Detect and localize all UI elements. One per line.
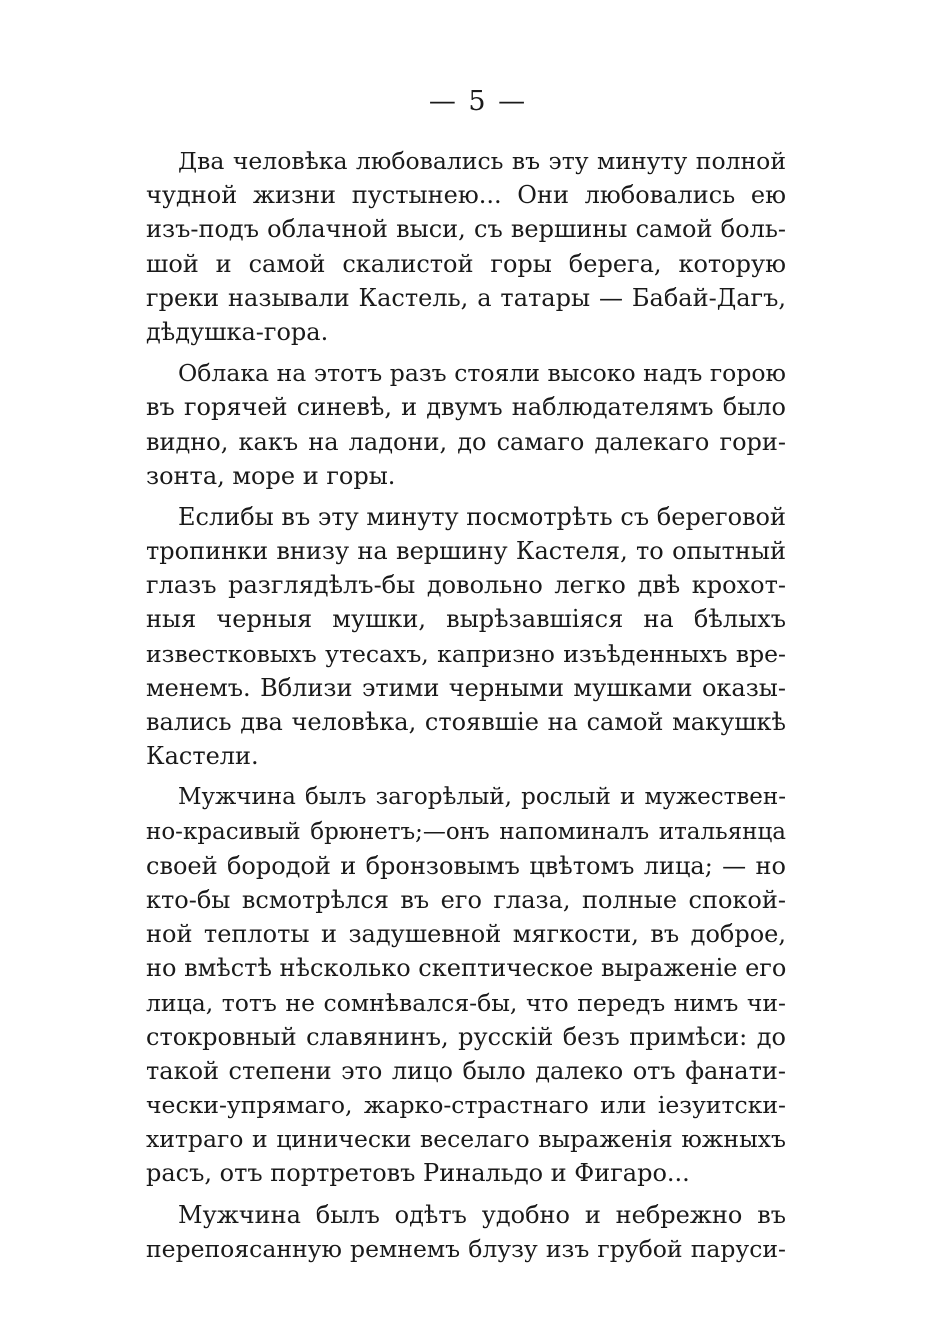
text-line: зонта, море и горы.: [146, 461, 396, 490]
text-line: своей бородой и бронзовымъ цвѣтомъ лица; — но: [146, 851, 786, 880]
text-line: Мужчина былъ одѣтъ удобно и небрежно въ: [178, 1200, 786, 1229]
text-line: но вмѣстѣ нѣсколько скептическое выраженiе его: [146, 954, 787, 983]
text-line: ной теплоты и задушевной мягкости, въ доброе,: [146, 920, 786, 949]
text-line: Облака на этотъ разъ стояли высоко надъ горою: [178, 359, 786, 388]
text-line: Кастели.: [146, 742, 259, 771]
text-line: хитраго и цинически веселаго выраженiя южныхъ: [146, 1125, 786, 1154]
paragraph-gap: [146, 493, 786, 500]
text-line: греки называли Кастель, а татары — Бабай-Дагъ,: [146, 283, 786, 312]
text-line: Еслибы въ эту минуту посмотрѣть съ береговой: [178, 502, 786, 531]
body-text: [146, 144, 786, 1266]
text-line: шой и самой скалистой горы берега, которую: [146, 249, 786, 278]
text-line: видно, какъ на ладони, до самаго далекаго гори-: [146, 427, 786, 456]
text-line: глазъ разглядѣлъ-бы довольно легко двѣ крохот-: [146, 571, 786, 600]
paragraph-gap: [146, 1191, 786, 1198]
text-line: вались два человѣка, стоявшiе на самой макушкѣ: [146, 708, 786, 736]
paragraph-gap: [146, 349, 786, 356]
text-line: ныя черныя мушки, вырѣзавшiяся на бѣлыхъ: [146, 605, 786, 634]
text-line: въ горячей синевѣ, и двумъ наблюдателямъ было: [146, 393, 786, 422]
text-line: Два человѣка любовались въ эту минуту полной: [178, 147, 786, 175]
text-line: чески-упрямаго, жарко-страстнаго или iезуитски-: [146, 1091, 786, 1120]
page-number: — 5 —: [428, 86, 528, 117]
text-line: расъ, отъ портретовъ Ринальдо и Фигаро...: [146, 1159, 690, 1188]
text-line: известковыхъ утесахъ, капризно изъѣденныхъ вре-: [146, 639, 786, 668]
text-line: лица, тотъ не сомнѣвался-бы, что передъ нимъ чи-: [146, 988, 786, 1017]
text-line: тропинки внизу на вершину Кастеля, то опытный: [146, 537, 786, 566]
text-line: но-красивый брюнетъ;—онъ напоминалъ итальянца: [146, 818, 786, 845]
text-line: чудной жизни пустынею... Они любовались ею: [146, 181, 786, 210]
text-line: дѣдушка-гора.: [146, 317, 329, 346]
text-line: такой степени это лицо было далеко отъ фанати-: [146, 1056, 786, 1085]
text-line: изъ-подъ облачной выси, съ вершины самой боль-: [146, 215, 786, 244]
text-line: стокровный славянинъ, русскiй безъ примѣси: до: [146, 1022, 786, 1051]
text-line: перепоясанную ремнемъ блузу изъ грубой паруси-: [146, 1234, 786, 1263]
text-line: менемъ. Вблизи этими черными мушками оказы-: [146, 673, 786, 702]
text-line: Мужчина былъ загорѣлый, рослый и мужествен-: [178, 784, 786, 811]
paragraph-gap: [146, 773, 786, 780]
text-line: кто-бы всмотрѣлся въ его глаза, полные спокой-: [146, 885, 786, 914]
